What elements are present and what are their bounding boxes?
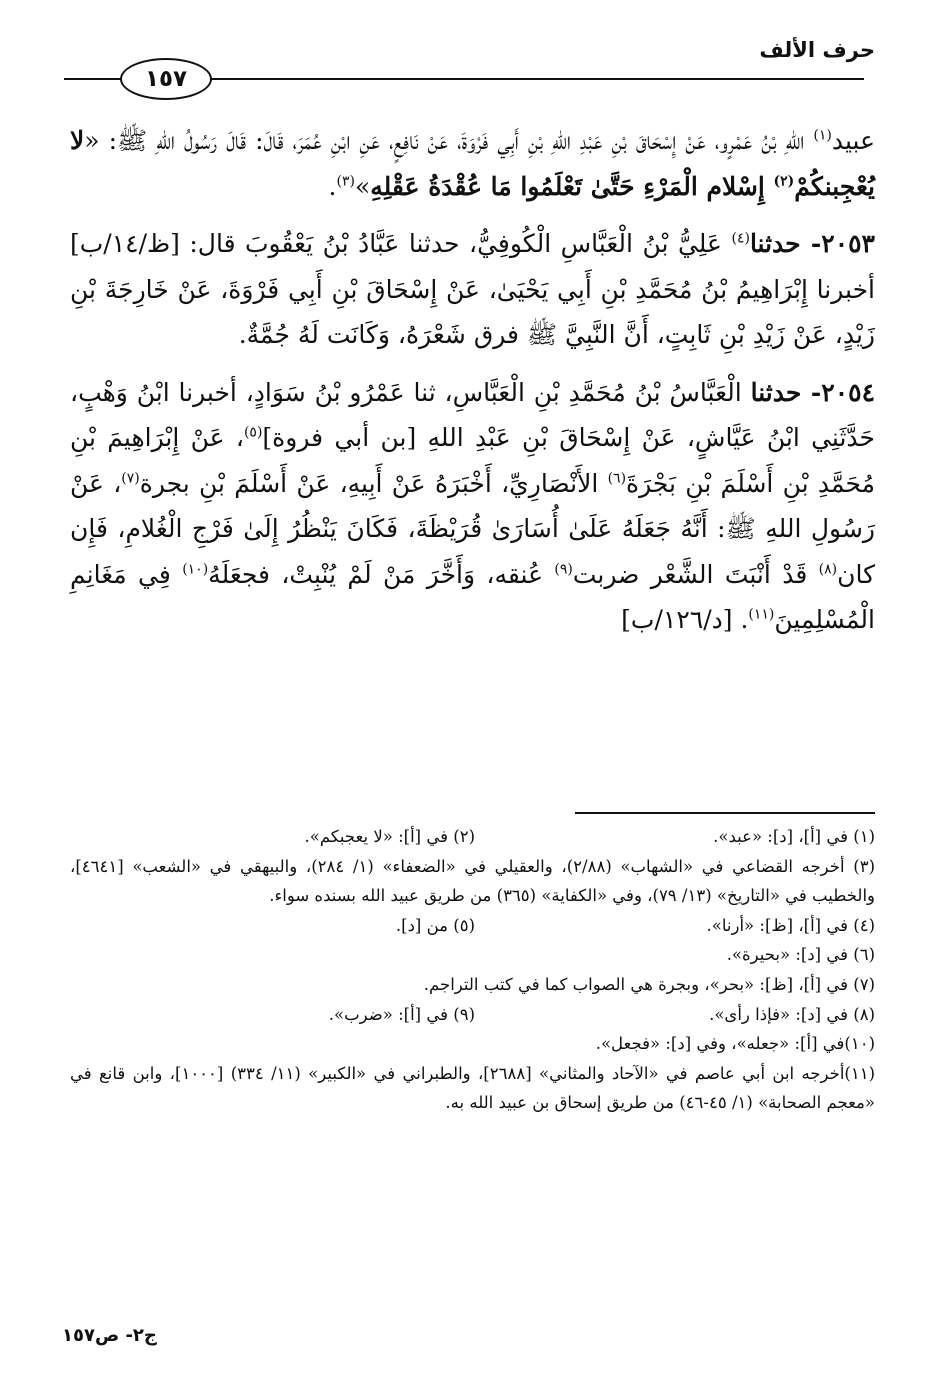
text-run: إِسْلام الْمَرْءِ حَتَّىٰ تَعْلَمُوا مَا عُقْدَةُ عَقْلِهِ: [370, 171, 774, 201]
footnote-6: (٦) في [د]: «بحيرة».: [726, 945, 875, 965]
hadith-number-2053: ٢٠٥٣- حدثنا: [749, 229, 875, 258]
text-run: ، عَنْ إِبْرَاهِيمَ بْنِ مُحَمَّدِ بْنِ أَسْلَمَ بْنِ بَجْرَةَ: [70, 423, 875, 498]
text-run: عبيد: [831, 126, 875, 155]
footnote-ref-3: (٣): [336, 173, 355, 190]
footnote-ref-6: (٦): [607, 470, 627, 487]
footnote-rule: [575, 812, 875, 814]
text-run: فِي مَغَانِمِ الْمُسْلِمِينَ: [70, 559, 875, 634]
text-run: الْعَبَّاسُ بْنُ مُحَمَّدِ بْنِ الْعَبَّاسِ، ثنا عَمْرُو بْنُ سَوَادٍ، أخبرنا ابْنُ وَهْبٍ، حَدَّثَنِي ابْنُ عَيَّاشٍ، عَنْ إِسْحَاقَ بْنِ عَبْدِ اللهِ [بن أبي فروة]: [70, 377, 875, 452]
footnote-9: (٩) في [أ]: «ضرب».: [328, 1004, 475, 1024]
footnote-ref-8: (٨): [818, 561, 838, 578]
footnote-2: (٢) في [أ]: «لا يعجبكم».: [304, 827, 475, 846]
text-run: اللهِ بْنُ عَمْرٍو، عَنْ إِسْحَاقَ بْنِ عَبْدِ اللهِ بْنِ أَبِي فَرْوَةَ، عَنْ نَافِعٍ، عَنِ ابْنِ عُمَرَ، قَالَ: قَالَ رَسُولُ اللهِ ﷺ: «: [84, 126, 814, 155]
text-run: لا يُعْجِبنكُمْ: [70, 126, 875, 201]
footnote-row: [70, 911, 875, 941]
footnotes: [70, 822, 875, 1118]
footnote-ref-2: (٢): [773, 173, 795, 190]
running-title: حرف الألف: [759, 38, 875, 62]
paragraph-hadith-2053: [70, 221, 875, 358]
main-text: [70, 118, 875, 655]
hadith-number-2054: ٢٠٥٤- حدثنا: [750, 377, 876, 407]
footnote-row: [70, 822, 875, 852]
footnote-8: (٨) في [د]: «فإذا رأى».: [709, 1004, 875, 1024]
footnote-5: (٥) من [د].: [395, 915, 475, 935]
text-run: »: [354, 171, 371, 201]
text-run: عُنقه، وَأَخَّرَ مَنْ لَمْ يُنْبِتْ، فجعَلَهُ: [208, 559, 555, 589]
text-run: .: [328, 171, 337, 201]
footnote-3: [70, 852, 875, 911]
footnote-7: (٧) في [أ]، [ظ]: «بحر»، وبجرة هي الصواب كما في كتب التراجم.: [423, 974, 875, 994]
footnote-10: (١٠)في [أ]: «جعله»، وفي [د]: «فجعل».: [595, 1034, 875, 1054]
footnote-ref-1: (١): [813, 127, 832, 144]
paragraph-hadith-2052-end: [70, 118, 875, 209]
footnote-ref-9: (٩): [554, 561, 573, 578]
text-run: قَدْ أَنْبَتَ الشَّعْر ضربت: [572, 559, 819, 589]
footnote-row: [70, 1000, 875, 1030]
text-run: ، عَنْ رَسُولِ اللهِ ﷺ: أَنَّهُ جَعَلَهُ عَلَىٰ أُسَارَىٰ قُرَيْظَةَ، فَكَانَ يَنْظُرُ إِلَىٰ فَرْجِ الْغُلامِ، فَإِن كان: [70, 468, 875, 589]
text-run: عَلِيُّ بْنُ الْعَبَّاسِ الْكُوفِيُّ، حدثنا عَبَّادُ بْنُ يَعْقُوبَ قال: [ظ/١٤/ب] أخبرنا إِبْرَاهِيمُ بْنُ مُحَمَّدِ بْنِ أَبِي يَحْيَىٰ، عَنْ إِسْحَاقَ بْنِ أَبِي فَرْوَةَ، عَنْ خَارِجَةَ بْنِ زَيْدٍ، عَنْ زَيْدِ بْنِ ثَابِتٍ، أَنَّ النَّبِيَّ ﷺ فرق شَعْرَهُ، وَكَانَت لَهُ جُمَّةٌ.: [70, 229, 875, 349]
footnote-11: [70, 1059, 875, 1118]
footnote-3-text: (٣) أخرجه القضاعي في «الشهاب» (٢/٨٨)، والعقيلي في «الضعفاء» (١/ ٢٨٤)، والبيهقي في «الشعب» [٤٦٤١]، والخطيب في «التاريخ» (١٣/ ٧٩)، وفي «الكفاية» (٣٦٥) من طريق عبيد الله بسنده سواء.: [70, 856, 875, 906]
footnote-1: (١) في [أ]، [د]: «عبد».: [713, 827, 875, 846]
footnote-4: (٤) في [أ]، [ظ]: «أرنا».: [706, 915, 875, 935]
footnote-ref-5: (٥): [243, 424, 263, 441]
footnote-11-text: (١١)أخرجه ابن أبي عاصم في «الآحاد والمثاني» [٢٦٨٨]، والطبراني في «الكبير» (١١/ ٣٣٤) [١٠٠٠]، وابن قانع في «معجم الصحابة» (١/ ٤٥-٤٦) من طريق إسحاق بن عبيد الله به.: [70, 1063, 876, 1113]
footnote-ref-11: (١١): [748, 606, 775, 623]
footnote-ref-7: (٧): [121, 470, 140, 487]
paragraph-hadith-2054: [70, 370, 875, 643]
footnote-ref-4: (٤): [731, 230, 750, 247]
text-run: . [د/١٢٦/ب]: [621, 605, 749, 634]
text-run: الأَنْصَارِيِّ، أَخْبَرَهُ عَنْ أَبِيهِ، عَنْ أَسْلَمَ بْنِ بجرة: [139, 468, 608, 498]
footnote-ref-10: (١٠): [182, 561, 209, 578]
volume-page-footer: ج٢- ص١٥٧: [62, 1325, 157, 1346]
page-number: ١٥٧: [120, 58, 212, 100]
